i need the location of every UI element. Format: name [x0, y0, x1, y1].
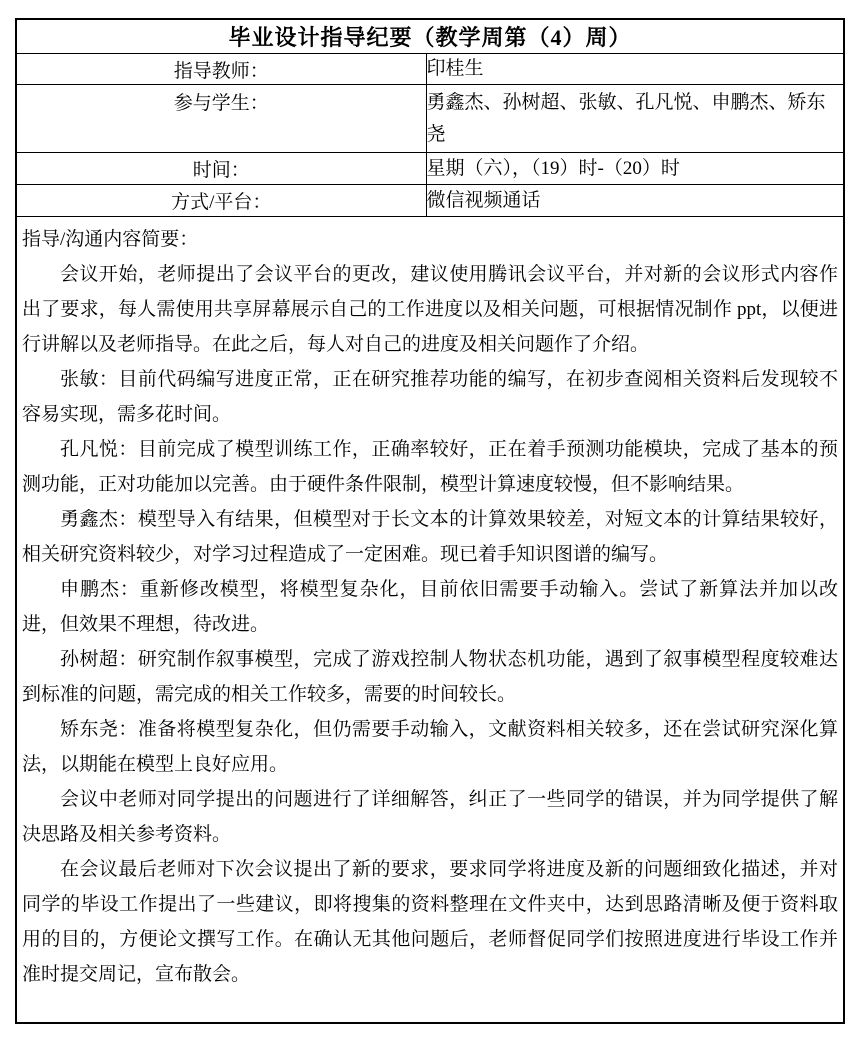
- content-row: [16, 217, 844, 1024]
- paragraph-meeting-intro: 会议开始，老师提出了会议平台的更改，建议使用腾讯会议平台，并对新的会议形式内容作出了要求，每人需使用共享屏幕展示自己的工作进度以及相关问题，可根据情况制作 ppt，以便进行讲解以及老师指导。在此之后，每人对自己的进度及相关问题作了介绍。: [22, 264, 838, 355]
- content-heading: 指导/沟通内容简要：: [22, 229, 199, 250]
- paragraph-zhangmin: 张敏：目前代码编写进度正常，正在研究推荐功能的编写，在初步查阅相关资料后发现较不容易实现，需多花时间。: [22, 369, 838, 425]
- time-label: 时间：: [16, 153, 426, 185]
- teacher-label: 指导教师：: [16, 54, 426, 85]
- students-value: 勇鑫杰、孙树超、张敏、孔凡悦、申鹏杰、矫东尧: [426, 85, 844, 153]
- platform-label: 方式/平台：: [16, 185, 426, 217]
- paragraph-kongfanyue: 孔凡悦：目前完成了模型训练工作，正确率较好，正在着手预测功能模块，完成了基本的预测功能，正对功能加以完善。由于硬件条件限制，模型计算速度较慢，但不影响结果。: [22, 439, 838, 495]
- paragraph-closing: 在会议最后老师对下次会议提出了新的要求，要求同学将进度及新的问题细致化描述，并对同学的毕设工作提出了一些建议，即将搜集的资料整理在文件夹中，达到思路清晰及便于资料取用的目的，方便论文撰写工作。在确认无其他问题后，老师督促同学们按照进度进行毕设工作并准时提交周记，宣布散会。: [22, 859, 838, 985]
- table-row-students: [16, 85, 844, 153]
- time-value: 星期（六），（19）时-（20）时: [426, 153, 844, 185]
- paragraph-jiaodongyao: 矫东尧：准备将模型复杂化，但仍需要手动输入，文献资料相关较多，还在尝试研究深化算法，以期能在模型上良好应用。: [22, 719, 838, 775]
- teacher-value: 印桂生: [426, 54, 844, 85]
- document-title: 毕业设计指导纪要（教学周第（4）周）: [16, 19, 844, 54]
- students-label: 参与学生：: [16, 85, 426, 153]
- title-row: [16, 19, 844, 54]
- table-row-teacher: [16, 54, 844, 85]
- table-row-time: [16, 153, 844, 185]
- paragraph-shenpengjie: 申鹏杰：重新修改模型，将模型复杂化，目前依旧需要手动输入。尝试了新算法并加以改进，但效果不理想，待改进。: [22, 579, 838, 635]
- platform-value: 微信视频通话: [426, 185, 844, 217]
- paragraph-sunshuchao: 孙树超：研究制作叙事模型，完成了游戏控制人物状态机功能，遇到了叙事模型程度较难达到标准的问题，需完成的相关工作较多，需要的时间较长。: [22, 649, 838, 705]
- content-cell: [16, 217, 844, 1024]
- table-row-platform: [16, 185, 844, 217]
- meeting-minutes-table: [15, 18, 845, 1024]
- paragraph-yongxinjie: 勇鑫杰：模型导入有结果，但模型对于长文本的计算效果较差，对短文本的计算结果较好，相关研究资料较少，对学习过程造成了一定困难。现已着手知识图谱的编写。: [22, 509, 838, 565]
- paragraph-teacher-answers: 会议中老师对同学提出的问题进行了详细解答，纠正了一些同学的错误，并为同学提供了解决思路及相关参考资料。: [22, 789, 838, 845]
